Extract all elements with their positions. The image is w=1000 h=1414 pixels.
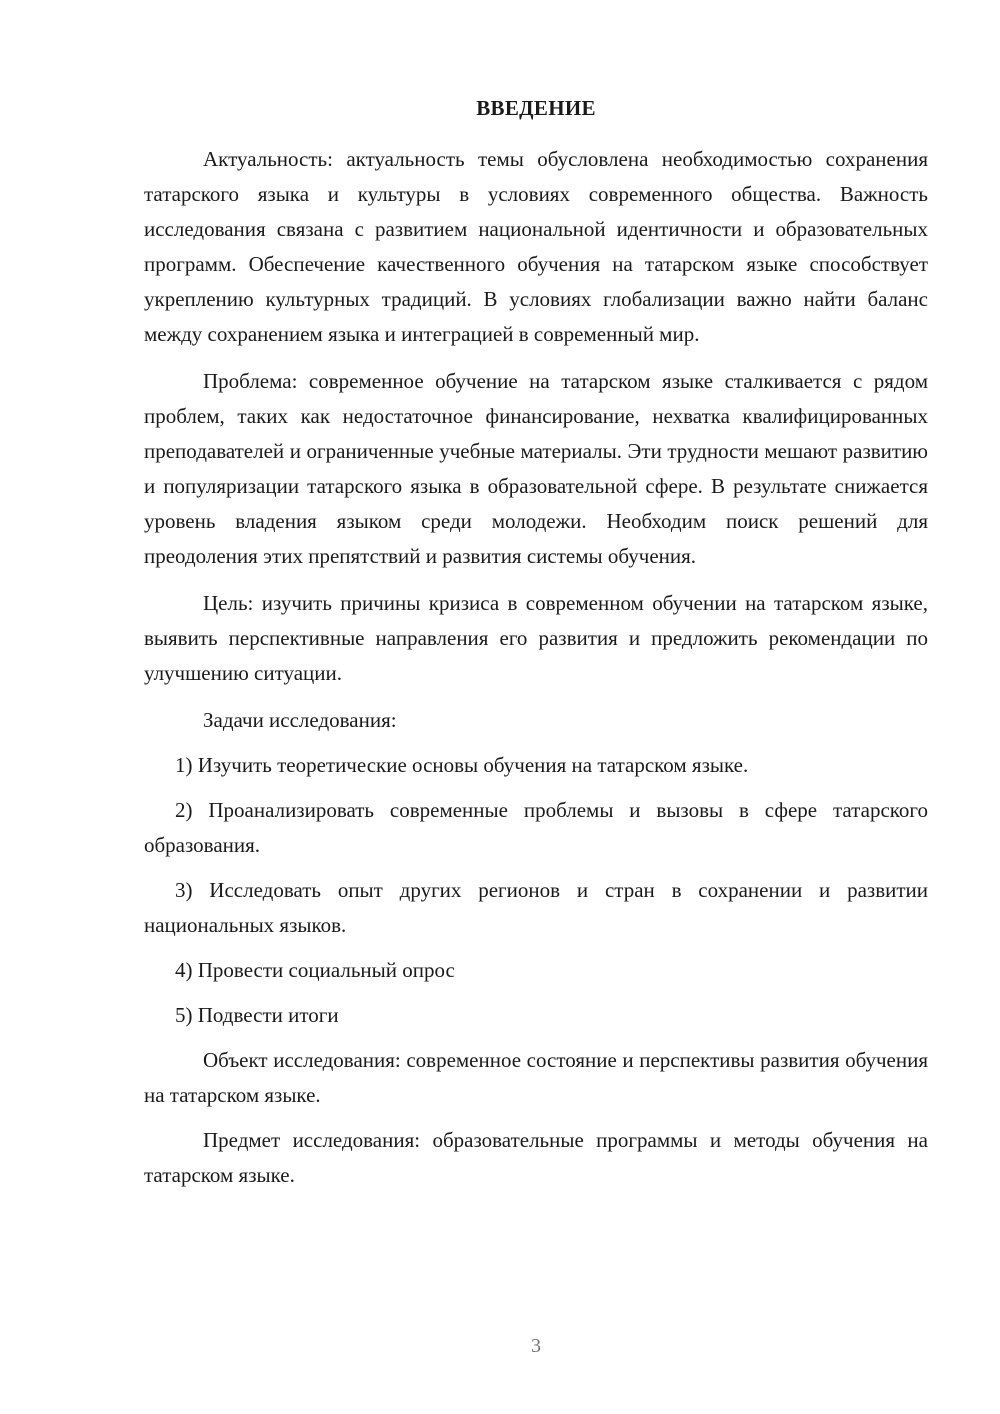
page-title: ВВЕДЕНИЕ: [476, 96, 596, 120]
goal-paragraph: Цель: изучить причины кризиса в современном обучении на татарском языке, выявить перспективные направления его развития и предложить рекомендации по улучшению ситуации.: [144, 591, 928, 685]
task-item-2: 2) Проанализировать современные проблемы и вызовы в сфере татарского образования.: [144, 798, 928, 857]
task-item-4: 4) Провести социальный опрос: [175, 958, 455, 982]
task-item-3: 3) Исследовать опыт других регионов и стран в сохранении и развитии национальных языков.: [144, 878, 928, 937]
object-paragraph: Объект исследования: современное состояние и перспективы развития обучения на татарском языке.: [144, 1048, 928, 1107]
subject-paragraph: Предмет исследования: образовательные программы и методы обучения на татарском языке.: [144, 1128, 928, 1187]
body-text: [144, 142, 928, 1193]
page-number: 3: [531, 1335, 541, 1357]
task-item-5: 5) Подвести итоги: [175, 1003, 339, 1027]
problem-paragraph: Проблема: современное обучение на татарском языке сталкивается с рядом проблем, таких как недостаточное финансирование, нехватка квалифицированных преподавателей и ограниченные учебные материалы. Эти трудности мешают развитию и популяризации татарского языка в образовательной сфере. В результате снижается уровень владения языком среди молодежи. Необходим поиск решений для преодоления этих препятствий и развития системы обучения.: [144, 369, 928, 568]
tasks-heading: Задачи исследования:: [203, 708, 397, 732]
task-item-1: 1) Изучить теоретические основы обучения на татарском языке.: [175, 753, 749, 777]
relevance-paragraph: Актуальность: актуальность темы обусловлена необходимостью сохранения татарского языка и культуры в условиях современного общества. Важность исследования связана с развитием национальной идентичности и образовательных программ. Обеспечение качественного обучения на татарском языке способствует укреплению культурных традиций. В условиях глобализации важно найти баланс между сохранением языка и интеграцией в современный мир.: [144, 147, 928, 346]
